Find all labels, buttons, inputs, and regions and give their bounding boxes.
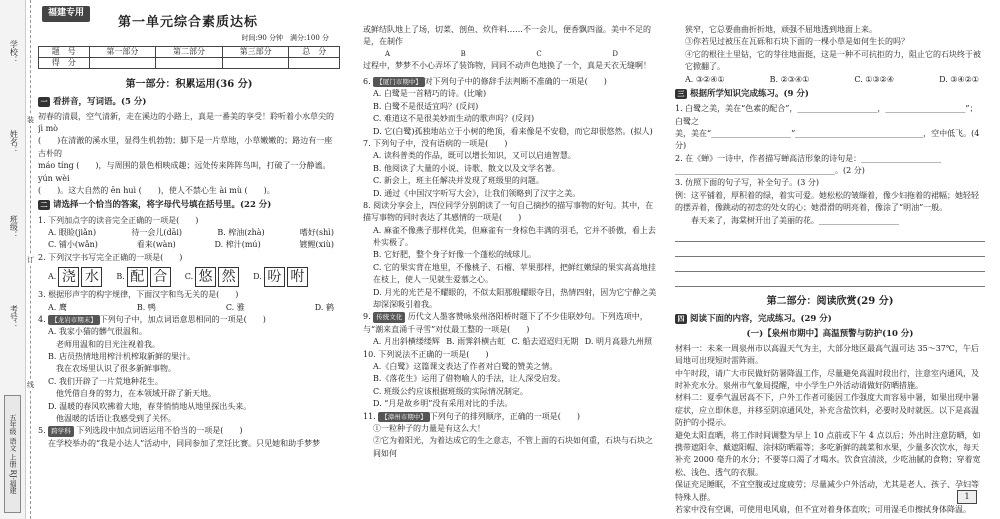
s3-q2[interactable]: ________________________________________。(2 分) bbox=[675, 166, 865, 176]
q8-option[interactable]: A. 麻雀不像燕子那样优美，但麻雀有一身棕色丰满的羽毛，它并不骄傲，看上去朴实极了。 bbox=[373, 225, 656, 248]
q10-option[interactable]: A.《白鹭》这篇课文表达了作者对白鹭的赞美之情。 bbox=[373, 362, 558, 371]
cut-mark-3: 线 bbox=[27, 381, 34, 389]
q11-option[interactable]: A. ③②④① bbox=[685, 74, 725, 84]
reading-1-title: (一)【泉州市期中】高温预警与防护(10 分) bbox=[746, 328, 914, 339]
class-label: 班级： bbox=[9, 215, 19, 239]
q7-option[interactable]: A. 读科普类的作品，既可以增长知识，又可以启迪智慧。 bbox=[373, 151, 576, 161]
q11-option[interactable]: D. ③④②① bbox=[939, 74, 979, 84]
part-2-heading: 第二部分：阅读欣赏(29 分) bbox=[766, 296, 894, 308]
score-cell[interactable] bbox=[156, 58, 223, 69]
q1-option: 嗜好(shì) bbox=[299, 227, 334, 237]
q11-sentence: ①一粒种子的力量是有这么大！ bbox=[373, 423, 485, 433]
q4-line[interactable]: A. 我家小猫的髒气很温和。 bbox=[48, 327, 147, 337]
q9-tag: 传统文化 bbox=[373, 312, 405, 322]
q3-option[interactable]: C. 雅 bbox=[225, 302, 245, 312]
section-2-heading: 二 请选择一个恰当的答案，将字母代号填在括号里。(22 分) bbox=[38, 199, 340, 212]
score-cell[interactable] bbox=[222, 58, 289, 69]
section-4-heading: 四 阅读下面的内容，完成练习。(29 分) bbox=[675, 313, 985, 326]
section-3-heading: 三 根据所学知识完成练习。(9 分) bbox=[675, 88, 985, 101]
section-1-heading: 一 看拼音，写词语。(5 分) bbox=[38, 96, 340, 109]
score-header: 第三部分 bbox=[222, 47, 289, 58]
q5-mark[interactable]: B bbox=[460, 49, 466, 58]
q4-line: 我在农场里认识了很多新鲜事物。 bbox=[48, 364, 176, 374]
q5-tag: 跨学科 bbox=[48, 426, 74, 436]
s3-q3-stem: 3. 仿照下面的句子写，补全句子。(3 分) bbox=[675, 178, 820, 188]
q4-line: 他温暖的话语让我感受到了关怀。 bbox=[48, 414, 176, 424]
exam-meta: 时间:90 分钟 满分:100 分 bbox=[241, 34, 329, 42]
region-badge: 福建专用 bbox=[42, 6, 90, 22]
s1-line: máo tíng ( )，与周围的景色相映成趣；远处传来阵阵鸟叫，打破了一分静谧。yún wèi bbox=[38, 161, 331, 183]
q6-option[interactable]: C. 难道这不是很美妙而生动的歌声吗？(反问) bbox=[373, 114, 535, 124]
q6-tag: 【厦门市期中】 bbox=[373, 77, 425, 87]
q1-option[interactable]: D. 榨汁(mú) bbox=[214, 240, 261, 250]
q10-option[interactable]: D. “月是故乡明”没有采用对比的手法。 bbox=[373, 399, 513, 409]
q11-sentence: ③你若见过被压在瓦砾和石块下面的一棵小草是如何生长的吗？ bbox=[685, 37, 909, 47]
q11-sentence: ②它为着阳光，为着达成它的生之意志，不管上面的石块如何重，石块与石块之间如何 bbox=[373, 436, 653, 458]
q3-option[interactable]: D. 鹤 bbox=[314, 302, 334, 312]
page-title: 第一单元综合素质达标 bbox=[118, 15, 259, 30]
cut-mark-1: 装 bbox=[27, 116, 34, 124]
q5-mark[interactable]: A bbox=[385, 49, 391, 58]
q2-option[interactable]: D. 吩 咐 bbox=[253, 267, 308, 287]
q5-mark[interactable]: C bbox=[536, 49, 542, 58]
column-right bbox=[675, 0, 987, 519]
column-middle bbox=[363, 0, 658, 519]
q5-passage-cont: 过程中，梦梦不小心弄坏了装饰物，同同不动声色地换了一个，真是天衣无缝啊！ bbox=[363, 60, 651, 70]
q10-option[interactable]: B.《落花生》运用了借物喻人的手法，让人深受启发。 bbox=[373, 374, 566, 384]
q6-stem: 6. 【厦门市期中】 对下列句子中的修辞手法判断不准确的一项是( ) bbox=[363, 77, 607, 87]
q5-marks bbox=[363, 49, 658, 60]
reading-1-text: 材料一：未来一周泉州市以高温天气为主，大部分地区最高气温可达 35～37℃，午后局地可出现短时雷阵雨。 bbox=[675, 343, 979, 366]
q9-option[interactable]: B. 雨霁斜横古虹 bbox=[446, 337, 506, 347]
page-number: 1 bbox=[957, 490, 977, 504]
q1-option: 待一会儿(dāi) bbox=[131, 227, 183, 237]
q11-option[interactable]: B. ②③④① bbox=[769, 74, 810, 84]
s3-q1[interactable]: 美，美在“____________________”________________________________，空中低飞。(4 分) bbox=[675, 128, 980, 151]
q5-passage-cont: 或鲜结队地上了场，切菜、剖鱼、炊件料……不一会儿，便香飘四溢。美中不足的是，在制作 bbox=[363, 25, 651, 47]
q9-stem: 9. 传统文化 历代文人墨客赞咏泉州洛阳桥时题下了不少佳联妙句。下列选项中，与“潮来直涌千寻雪”对仗最工整的一项是( ) bbox=[363, 312, 648, 334]
q4-line[interactable]: D. 温暖的春风吹拂着大地，春芽悄悄地从地里探出头来。 bbox=[48, 401, 252, 411]
s3-q1[interactable]: 1. 白鹭之美，美在“色素的配合”，____________________，____________________”；白鹭之 bbox=[675, 104, 978, 126]
answer-line[interactable] bbox=[675, 260, 985, 272]
q7-stem: 7. 下列句子中，没有语病的一项是( ) bbox=[363, 138, 508, 148]
q3-option[interactable]: A. 鹰 bbox=[48, 302, 67, 312]
score-row-label: 得 分 bbox=[39, 58, 90, 69]
grade-label: 五年级 语文 上册 RJ·福建 bbox=[4, 395, 21, 513]
reading-1-text: 材料二：夏季气温居高不下，户外工作者可能因工作强度大而容易中暑，如果出现中暑症状，应立即休息，并移至阴凉通风处，补充含盐饮料，必要时及时就医。以下是高温防护的小提示。 bbox=[675, 393, 979, 428]
score-table bbox=[38, 46, 340, 69]
cut-mark-2: 订 bbox=[27, 256, 34, 264]
q4-line[interactable]: B. 店员热情地用榨汁机榨取新鲜的果汁。 bbox=[48, 352, 195, 362]
binding-strip bbox=[0, 0, 26, 519]
q10-stem: 10. 下列说法不正确的一项是( ) bbox=[363, 349, 489, 359]
exam-no-label: 考号： bbox=[9, 305, 19, 329]
q10-option[interactable]: C. 班级公约应该根据班级的实际情况制定。 bbox=[373, 386, 528, 396]
q2-stem: 2. 下列汉字书写完全正确的一项是( ) bbox=[38, 252, 183, 262]
q3-option[interactable]: B. 鸭 bbox=[136, 302, 156, 312]
score-cell[interactable] bbox=[289, 58, 340, 69]
q1-option: 镀鲤(xiù) bbox=[299, 240, 334, 250]
q2-options bbox=[38, 267, 340, 287]
reading-1-text: 中午时段，请广大市民做好防暑降温工作，尽量避免高温时段出行，注意室内通风，及时补充水分。泉州市气象局提醒，中小学生户外活动请做好防晒措施。 bbox=[675, 368, 979, 391]
score-header: 第二部分 bbox=[156, 47, 223, 58]
q9-option[interactable]: A. 月出斜横缕缕辉 bbox=[373, 337, 440, 347]
q7-option[interactable]: B. 他阅读了大量的小说、诗歌、散文以及文学名著。 bbox=[373, 163, 560, 173]
s3-q3-example: 例：这平铺着，厚积着的绿，着实可爱。她松松的皱缬着，像少妇拖着的裙幅；她轻轻的摆弄着，像跳动的初恋的处女的心；她滑滑的明亮着，像涂了“明油”一般。 bbox=[675, 190, 979, 213]
q4-line: 他凭借自身的努力，在本领域开辟了新天地。 bbox=[48, 389, 216, 399]
q4-stem: 4. 【龙岩市期末】 下列句子中，加点词语意思相同的一项是( ) bbox=[38, 314, 266, 324]
q7-option[interactable]: D. 通过《中国汉字听写大会》，让我们领略到了汉字之美。 bbox=[373, 188, 581, 198]
q2-option[interactable]: C. 悠 然 bbox=[185, 267, 239, 287]
cut-line bbox=[27, 0, 34, 519]
score-header: 总 分 bbox=[289, 47, 340, 58]
q11-sentence: ④它的根往土里钻，它的芽往地面挺，这是一种不可抗拒的力，阻止它的石块终于被它掀翻了。 bbox=[685, 49, 981, 72]
q8-option[interactable]: B. 它好肥，整个身子好像一个蓬松的绒球儿。 bbox=[373, 250, 536, 260]
q1-option: 看来(wàn) bbox=[136, 240, 176, 250]
q11-sentence-cont: 狭窄，它总要曲曲折折地，顽强不屈地透到地面上来。 bbox=[685, 25, 877, 34]
answer-line[interactable] bbox=[675, 275, 985, 287]
q5-passage: 在学校举办的“我是小达人”活动中，同同参加了烹饪比赛。只见她和助手梦梦 bbox=[48, 438, 321, 448]
q2-option[interactable]: A. 浇 水 bbox=[48, 267, 102, 287]
column-left bbox=[38, 0, 343, 519]
answer-line[interactable] bbox=[675, 230, 985, 242]
q11-option[interactable]: C. ①③②④ bbox=[854, 74, 894, 84]
q8-stem: 8. 阅读分享会上，四位同学分别朗读了一句自己摘抄的描写事物的好句。其中，在描写事物的同时表达了其感情的一项是( ) bbox=[363, 200, 654, 223]
reading-1-text: 保证充足睡眠，不宜空腹或过度疲劳；尽量减少户外活动，尤其是老人、孩子、孕妇等特殊人群。 bbox=[675, 480, 979, 502]
q9-option[interactable]: C. 船去迢迢归无期 bbox=[511, 337, 579, 347]
q7-option[interactable]: C. 新会上，班主任解决并发现了班级里的问题。 bbox=[373, 176, 544, 186]
q8-option[interactable]: C. 它的果实背在地里，不像桃子、石榴、苹果那样，把鲜红嫩绿的果实高高地挂在枝上，使人一见就生爱慕之心。 bbox=[373, 262, 656, 285]
q4-line[interactable]: C. 我们开辟了一片荒地种花生。 bbox=[48, 376, 163, 386]
q6-option[interactable]: B. 白鹭不是很适宜吗？(反问) bbox=[373, 101, 479, 111]
s1-line: ( )。这大自然的 ēn huì ( )，使人不禁心生 ài mù ( )。 bbox=[38, 186, 275, 196]
reading-1-text: 避免太阳直晒，将工作时间调整为早上 10 点前或下午 4 点以后；外出时注意防晒，如携带遮阳伞、戴遮阳帽、涂抹防晒霜等；多吃新鲜的蔬菜和水果，少量多次饮水，每天补充 2000 毫升的水分；不要等口渴了才喝水。饮食宜清淡，少吃油腻的食物；穿着宽松、浅色、透气的衣服。 bbox=[675, 430, 981, 477]
score-cell[interactable] bbox=[89, 58, 156, 69]
score-header: 第一部分 bbox=[89, 47, 156, 58]
part-1-heading: 第一部分：积累运用(36 分) bbox=[125, 79, 253, 90]
s3-q2[interactable]: 2. 在《蝉》一诗中，作者描写蝉高洁形象的诗句是：____________________ bbox=[675, 153, 942, 163]
q9-option[interactable]: D. 明月高悬九州照 bbox=[584, 337, 652, 347]
q11-stem: 11. 【漳州市期中】 下列句子的排列顺序，正确的一项是( ) bbox=[363, 411, 581, 421]
q6-option[interactable]: D. 它(白鹭)孤独地站立于小树的绝顶，看来像是不安稳，而它却很悠然。(拟人) bbox=[373, 126, 653, 136]
q1-option[interactable]: B. 榨油(zhà) bbox=[217, 227, 265, 237]
q5-stem: 5. 跨学科 下列选段中加点词语运用不恰当的一项是( ) bbox=[38, 426, 243, 436]
s1-line: 初春的清晨，空气清新，走在溪边的小路上，真是一番美的享受！聆听着小水草尖的 jì mò bbox=[38, 111, 334, 134]
s3-q3-prompt[interactable]: 春天来了，海棠树开出了美丽的花。____________________ bbox=[675, 215, 899, 225]
reading-1-text: 若家中没有空调，可使用电风扇，但不宜对着身体直吹；可用湿毛巾擦拭身体降温。 bbox=[675, 504, 971, 514]
name-label: 姓名： bbox=[9, 130, 19, 154]
q5-mark[interactable]: D bbox=[612, 49, 618, 58]
s1-line: ( )在清澈的溪水里，显得生机勃勃；脚下是一片草地，小草嫩嫩的；路边有一座古朴的 bbox=[38, 136, 333, 158]
q4-line: 老师用温和的目光注视着我。 bbox=[48, 339, 160, 349]
q1-option[interactable]: A. 眼睑(jiǎn) bbox=[48, 227, 97, 237]
q11-tag: 【漳州市期中】 bbox=[378, 412, 430, 422]
q1-stem: 1. 下列加点字的读音完全正确的一项是( ) bbox=[38, 215, 199, 225]
q6-option[interactable]: A. 白鹭是一首精巧的诗。(比喻) bbox=[373, 89, 487, 99]
answer-line[interactable] bbox=[675, 245, 985, 257]
q4-tag: 【龙岩市期末】 bbox=[48, 315, 100, 325]
q1-option[interactable]: C. 铺小(wǎn) bbox=[48, 240, 98, 250]
score-header: 题 号 bbox=[39, 47, 90, 58]
q8-option[interactable]: D. 月光的光芒是不耀眼的，不似太阳那般耀眼夺目，热情四射，因为它宁静之美却深深吸引着我。 bbox=[373, 287, 657, 310]
q3-stem: 3. 根据形声字的构字规律，下面汉字和鸟无关的是( ) bbox=[38, 290, 239, 300]
q2-option[interactable]: B. 配 合 bbox=[116, 267, 170, 287]
school-label: 学校： bbox=[9, 40, 19, 64]
